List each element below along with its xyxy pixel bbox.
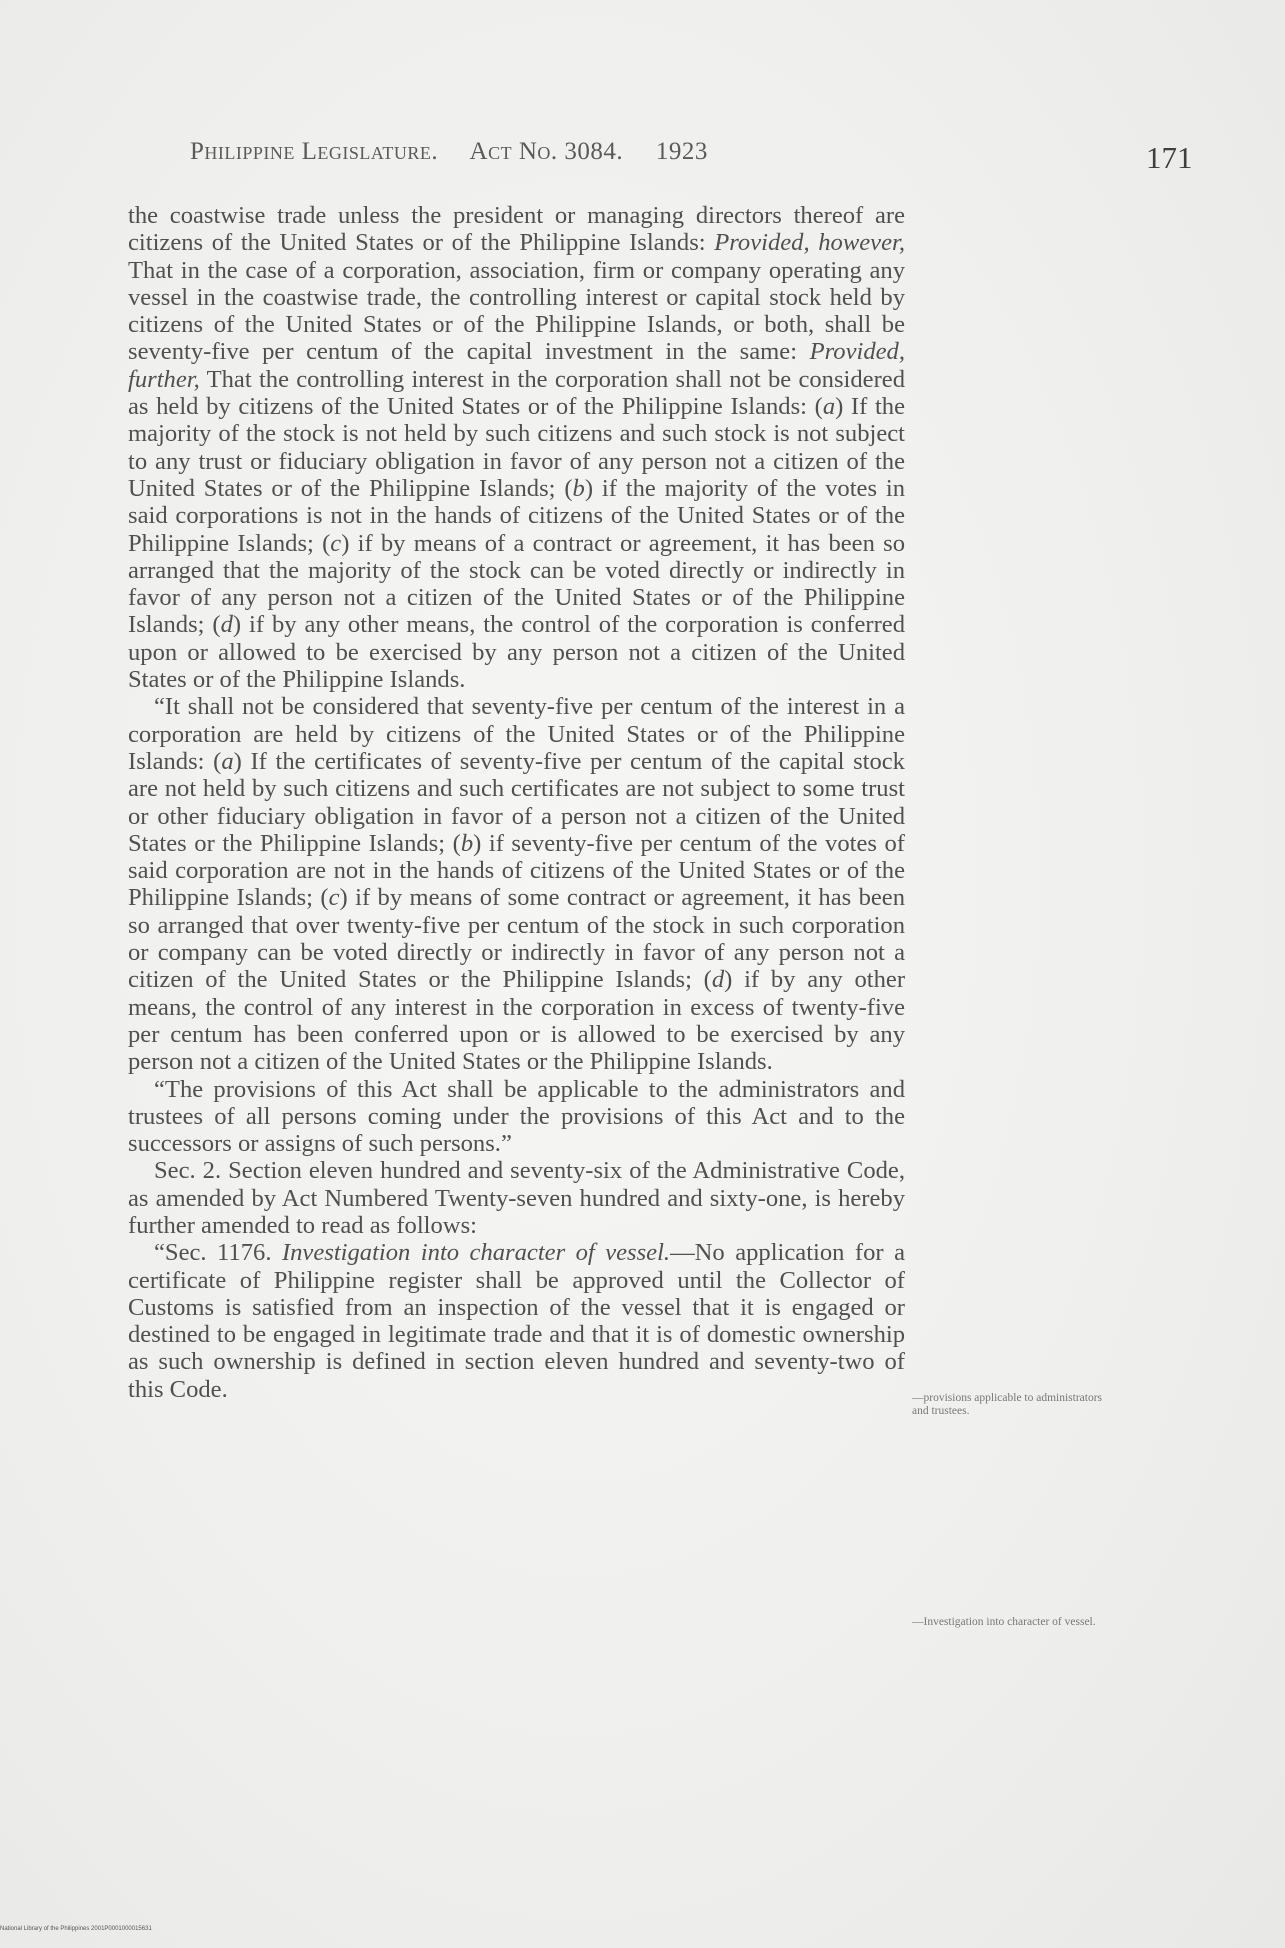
italic-text: a <box>822 393 836 421</box>
paragraph <box>128 693 905 1075</box>
header-act: Act No. 3084. <box>469 138 624 165</box>
text-run: ) if by any other means, the control of any interest in the corporation in excess of twenty-five per centum has been conferred upon or is allowed to be exercised by any person not a citizen of the United States or the Philippine Islands. <box>128 966 906 1076</box>
text-run: ) If the majority of the stock is not held by such citizens and such stock is not subject to any trust or fiduciary obligation in favor of any person not a citizen of the United States or of the Philippine Islands; ( <box>128 393 905 502</box>
paragraph <box>128 1157 905 1239</box>
paragraph <box>128 1076 905 1158</box>
page-number: 171 <box>1146 140 1193 175</box>
italic-text: d <box>220 611 233 639</box>
italic-text: c <box>328 884 340 912</box>
body-text <box>128 202 905 1403</box>
text-run: —No application for a certificate of Philippine register shall be approved until the Collector of Customs is satisfied from an inspection of the vessel that it is engaged or destined to be engaged in legitimate trade and that it is of domestic ownership as such ownership is defined in section eleven hundred and seventy-two of this Code. <box>128 1239 905 1403</box>
italic-text: c <box>330 529 342 557</box>
margin-note: —Investigation into character of vessel. <box>912 1616 1096 1628</box>
text-run: ) if the majority of the votes in said corporations is not in the hands of citizens of the United States or of the Philippine Islands; ( <box>128 474 905 557</box>
text-run: ) if by any other means, the control of the corporation is conferred upon or allowed to be exercised by any person not a citizen of the United States or of the Philippine Islands. <box>128 611 905 694</box>
text-run: “It shall not be considered that seventy-five per centum of the interest in a corporation are held by citizens of the United States or of the Philippine Islands: ( <box>128 693 905 775</box>
paragraph <box>128 1239 905 1403</box>
header-year: 1923 <box>655 138 708 165</box>
text-run: ) if by means of some contract or agreement, it has been so arranged that over twenty-five per centum of the stock in such corporation or company can be voted directly or indirectly in favor of any person not a citizen of the United States or the Philippine Islands; ( <box>128 884 906 994</box>
text-run: That the controlling interest in the corporation shall not be considered as held by citizens of the United States or of the Philippine Islands: ( <box>128 365 905 421</box>
text-run: Sec. 2. Section eleven hundred and seventy-six of the Administrative Code, as amended by Act Numbered Twenty-seven hundred and sixty-one, is hereby further amended to read as follows: <box>128 1157 905 1239</box>
text-run: That in the case of a corporation, association, firm or company operating any vessel in the coastwise trade, the controlling interest or capital stock held by citizens of the United States or of the Philippine Islands, or both, shall be seventy-five per centum of the capital investment in the same: <box>128 256 905 366</box>
text-run: “The provisions of this Act shall be applicable to the administrators and trustees of all persons coming under the provisions of this Act and to the successors or assigns of such persons.” <box>128 1075 905 1158</box>
running-header <box>190 138 830 166</box>
italic-text: a <box>221 747 234 775</box>
text-run: the coastwise trade unless the president or managing directors thereof are citizens of the United States or of the Philippine Islands: <box>128 202 905 257</box>
paragraph <box>128 202 905 693</box>
text-run: ) If the certificates of seventy-five per centum of the capital stock are not held by such citizens and such certificates are not subject to some trust or other fiduciary obligation in favor of a person not a citizen of the United States or the Philippine Islands; ( <box>128 747 905 857</box>
text-run: “Sec. 1176. <box>154 1239 282 1267</box>
italic-text: b <box>572 474 585 502</box>
margin-note: —provisions applicable to administrators and trustees. <box>912 1392 1103 1417</box>
italic-text: Provided, however, <box>714 229 905 257</box>
italic-text: Provided, further, <box>128 338 905 393</box>
header-publication: Philippine Legislature. <box>190 138 439 165</box>
italic-text: Investigation into character of vessel. <box>281 1239 671 1267</box>
scan-footer: National Library of the Philippines 2001P0001000015631 <box>0 1926 152 1932</box>
text-run: ) if by means of a contract or agreement, it has been so arranged that the majority of the stock can be voted directly or indirectly in favor of any person not a citizen of the United States or of the Philippine Islands; ( <box>128 529 905 639</box>
text-run: ) if seventy-five per centum of the votes of said corporation are not in the hands of citizens of the United States or of the Philippine Islands; ( <box>128 829 905 912</box>
italic-text: b <box>460 829 474 857</box>
italic-text: d <box>711 966 725 994</box>
